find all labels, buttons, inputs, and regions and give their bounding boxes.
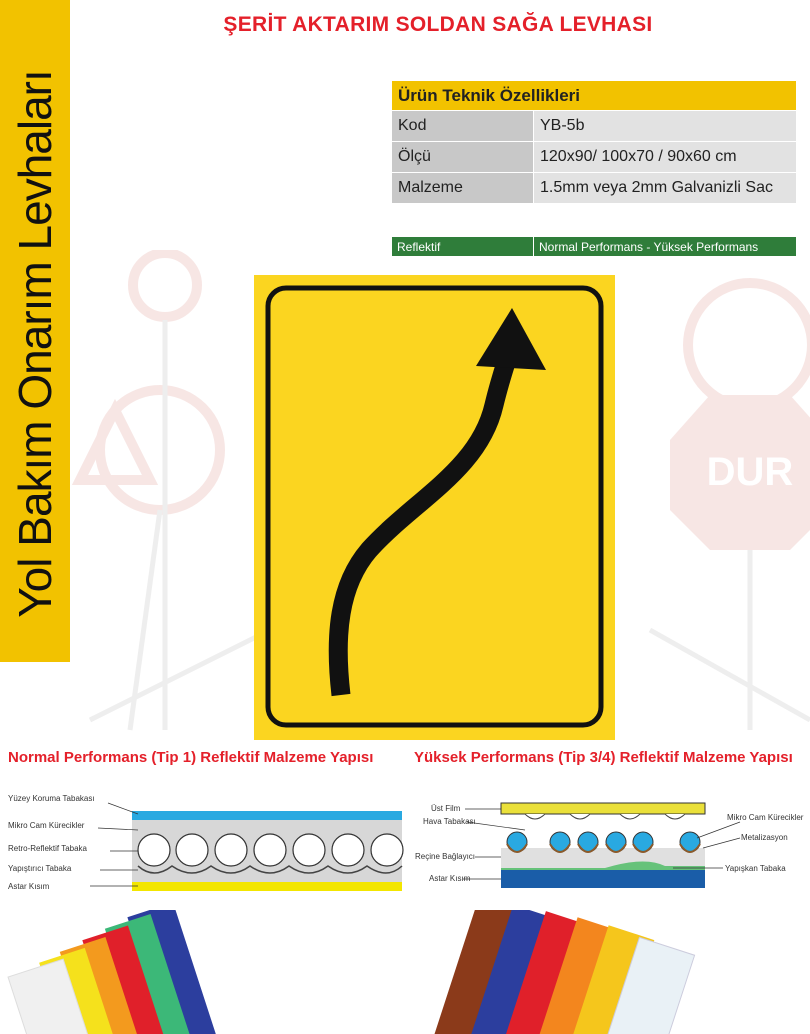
spec-value: YB-5b bbox=[534, 111, 797, 142]
high-section-title: Yüksek Performans (Tip 3/4) Reflektif Malzeme Yapısı bbox=[414, 749, 793, 766]
spec-value: 120x90/ 100x70 / 90x60 cm bbox=[534, 142, 797, 173]
lane-shift-sign bbox=[254, 275, 615, 740]
page-title: ŞERİT AKTARIM SOLDAN SAĞA LEVHASI bbox=[223, 13, 653, 36]
spec-key: Kod bbox=[392, 111, 534, 142]
normal-section-title: Normal Performans (Tip 1) Reflektif Malzeme Yapısı bbox=[8, 749, 374, 766]
high-label: Reçine Bağlayıcı bbox=[415, 852, 476, 861]
normal-structure-diagram bbox=[0, 790, 405, 900]
high-label: Mikro Cam Kürecikler bbox=[727, 813, 804, 822]
spec-row bbox=[392, 142, 797, 173]
spec-value: 1.5mm veya 2mm Galvanizli Sac bbox=[534, 173, 797, 204]
reflective-key: Reflektif bbox=[392, 237, 534, 257]
high-label: Üst Film bbox=[431, 804, 461, 813]
normal-label: Yapıştırıcı Tabaka bbox=[8, 864, 72, 873]
sign-background bbox=[254, 275, 615, 740]
high-label: Metalizasyon bbox=[741, 833, 788, 842]
normal-label: Retro-Reflektif Tabaka bbox=[8, 844, 87, 853]
side-band bbox=[0, 0, 70, 662]
normal-strips-image bbox=[0, 910, 405, 1034]
high-label: Astar Kısım bbox=[429, 874, 471, 883]
primer-layer bbox=[132, 882, 402, 891]
side-label: Yol Bakım Onarım Levhaları bbox=[9, 70, 61, 618]
spec-key: Malzeme bbox=[392, 173, 534, 204]
bg-sign-circle bbox=[688, 283, 810, 407]
reflective-value: Normal Performans - Yüksek Performans bbox=[534, 237, 797, 257]
spec-table-header-row bbox=[392, 81, 797, 111]
high-structure-diagram bbox=[405, 790, 810, 900]
high-label: Hava Tabakası bbox=[423, 817, 476, 826]
spec-row bbox=[392, 111, 797, 142]
spec-row bbox=[392, 173, 797, 204]
surface-layer bbox=[132, 811, 402, 820]
spec-key: Ölçü bbox=[392, 142, 534, 173]
primer-layer bbox=[501, 870, 705, 888]
normal-label: Astar Kısım bbox=[8, 882, 50, 891]
high-strips-image bbox=[405, 910, 810, 1034]
normal-label: Yüzey Koruma Tabakası bbox=[8, 794, 95, 803]
bg-sign-circle bbox=[133, 253, 197, 317]
top-film-layer bbox=[501, 803, 705, 814]
spec-table bbox=[391, 80, 797, 204]
normal-label: Mikro Cam Kürecikler bbox=[8, 821, 85, 830]
spec-table-header: Ürün Teknik Özellikleri bbox=[392, 81, 797, 111]
bg-sign-text: DUR bbox=[706, 450, 794, 494]
high-label: Yapışkan Tabaka bbox=[725, 864, 786, 873]
bg-sign-triangle bbox=[80, 410, 150, 480]
